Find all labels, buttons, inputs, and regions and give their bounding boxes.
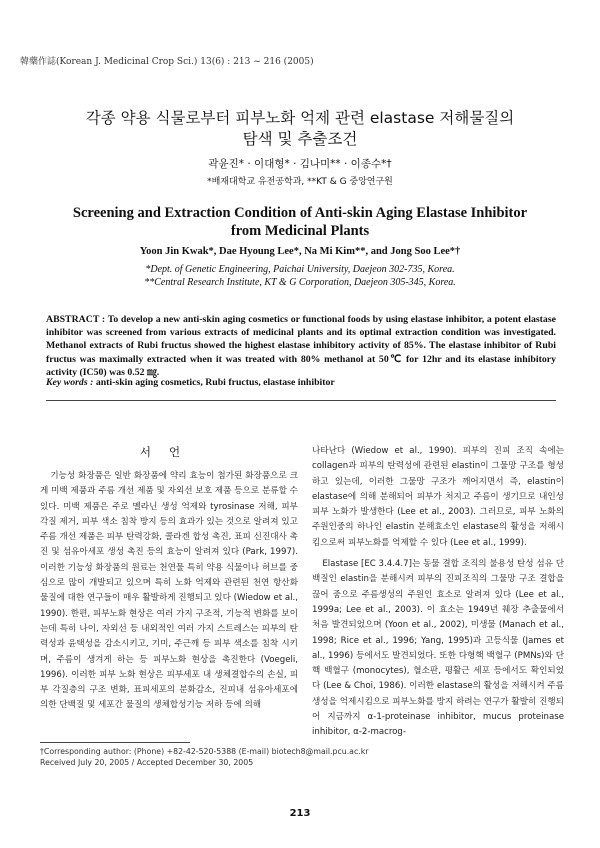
divider: [46, 400, 556, 401]
abstract: [46, 313, 556, 379]
english-affiliation: [0, 263, 600, 289]
english-authors: Yoon Jin Kwak*, Dae Hyoung Lee*, Na Mi Kim**, and Jong Soo Lee*†: [139, 246, 461, 257]
korean-title-line2: 탐색 및 추출조건: [242, 130, 358, 148]
journal-header: 韓藥作誌(Korean J. Medicinal Crop Sci.) 13(6) : 213 ~ 216 (2005): [20, 57, 314, 67]
english-title-line1: Screening and Extraction Condition of Anti-skin Aging Elastase Inhibitor: [72, 205, 528, 221]
abstract-label: ABSTRACT :: [46, 314, 108, 325]
keywords: [46, 377, 556, 388]
footnote-corresponding: †Corresponding author: (Phone) +82-42-520-5388 (E-mail) biotech8@mail.pcu.ac.kr: [40, 747, 369, 756]
english-title: [0, 204, 600, 240]
footnote-divider: [40, 742, 190, 743]
right-paragraph-2: Elastase [EC 3.4.4.7]는 동물 결합 조직의 불용성 탄성 섬유 단백질인 elastin을 분해시켜 피부의 진피조직의 그물망 구조 결합을 끊어 줌으로 주름생성의 주원인 효소로 알려져 있다 (Lee et al., 1999a; Lee et al., 2003). 이 효소는 1949년 췌장 추출물에서 처음 발견되었으며 (Yoon et al., 2002), 미생물 (Manach et al., 1998; Rice et al., 1996; Yang, 1995)과 고등식물 (James et al., 1996) 등에서도 발견되었다. 또한 다형핵 백혈구 (PMNs)와 단핵 백혈구 (monocytes), 혈소판, 평활근 세포 등에서도 확인되었다 (Lee & Choi, 1986). 이러한 elastase의 활성을 저해시켜 주름 생성을 억제시킴으로 피부노화를 방지 하려는 연구가 활발히 진행되어 지금까지 α-1-proteinase inhibitor, mucus proteinase inhibitor, α-2-macrog-: [312, 559, 564, 738]
right-paragraph-1: 나타난다 (Wiedow et al., 1990). 피부의 진피 조직 속에는 collagen과 피부의 탄력성에 관련된 elastin이 그물망 구조를 형성하고 있는데, 이러한 그물망 구조가 깨어지면서 즉, elastin이 elastase에 의해 분해되어 피부가 처지고 주름이 생기므로 내인성 피부 노화가 발생한다 (Lee et al., 2003). 그러므로, 피부 노화의 주원인중의 하나인 elastin 분해효소인 elastase의 활성을 저해시킴으로써 피부노화를 억제할 수 있다 (Lee et al., 1999).: [312, 446, 564, 548]
english-affiliation-2: **Central Research Institute, KT & G Corporation, Daejeon 305-345, Korea.: [144, 277, 456, 288]
keywords-label: Key words :: [46, 377, 96, 388]
english-title-line2: from Medicinal Plants: [230, 223, 370, 239]
korean-title: [0, 108, 600, 150]
korean-affiliation: *배재대학교 유전공학과, **KT & G 중앙연구원: [207, 177, 393, 187]
page-number: 213: [289, 808, 311, 819]
korean-authors: 곽윤진* · 이대형* · 김나미** · 이종수*†: [208, 158, 392, 170]
left-column: [40, 469, 298, 714]
right-column: [312, 444, 564, 741]
korean-title-line1: 각종 약용 식물로부터 피부노화 억제 관련 elastase 저해물질의: [85, 109, 515, 127]
section-heading: 서언: [139, 445, 199, 459]
footnote: [40, 746, 560, 768]
keywords-text: anti-skin aging cosmetics, Rubi fructus, elastase inhibitor: [95, 377, 335, 388]
footnote-received: Received July 20, 2005 / Accepted December 30, 2005: [40, 758, 254, 767]
left-paragraph: 기능성 화장품은 일반 화장품에 약리 효능이 첨가된 화장품으로 크게 미백 제품과 주름 개선 제품 및 자외선 보호 제품 등으로 분류할 수 있다. 미백 제품은 주로 멜라닌 생성 억제와 tyrosinase 저해, 피부 각질 제거, 피부 색소 침착 방지 등의 효과가 있는 것으로 알려져 있고 주름 개선 제품은 피부 탄력강화, 콜라겐 합성 촉진, 표피 신진대사 촉진 및 섬유아세포 생성 촉진 등의 효능이 알려져 있다 (Park, 1997). 이러한 기능성 화장품의 원료는 천연물 특히 약용 식물이나 허브를 중심으로 많이 개발되고 있으며 특히 노화 억제와 관련된 천연 항산화 물질에 대한 연구들이 매우 활발하게 진행되고 있다 (Wiedow et al., 1990). 한편, 피부노화 현상은 여러 가지 구조적, 기능적 변화를 보이는데 특히 나이, 자외선 등 내외적인 여러 가지 스트레스는 피부의 탄력성과 윤택성을 감소시키고, 기미, 주근깨 등 피부 색소를 침착 시키며, 주름이 생겨게 하는 등 피부노화 현상을 촉진한다 (Voegeli, 1996). 이러한 피부 노화 현상은 피부세포 내 생체결합수의 손실, 피부 각질층의 구조 변화, 표피세포의 분화감소, 진피내 섬유아세포에 의한 단백질 및 세포간 물질의 생체합성기능 저하 등에 의해: [40, 471, 298, 711]
abstract-text: To develop a new anti-skin aging cosmetics or functional foods by using elastase inhibitor, a potent elastase inhibitor was screened from various extracts of medicinal plants and its optimal extraction condition was investigated. Methanol extracts of Rubi fructus showed the highest elastase inhibitory activity of 85%. The elastase inhibitor of Rubi fructus was maximally extracted when it was treated with 80% methanol at 50℃ for 12hr and its elastase inhibitory activity (IC50) was 0.52 ㎎.: [46, 314, 556, 378]
english-affiliation-1: *Dept. of Genetic Engineering, Paichai University, Daejeon 302-735, Korea.: [145, 264, 455, 275]
